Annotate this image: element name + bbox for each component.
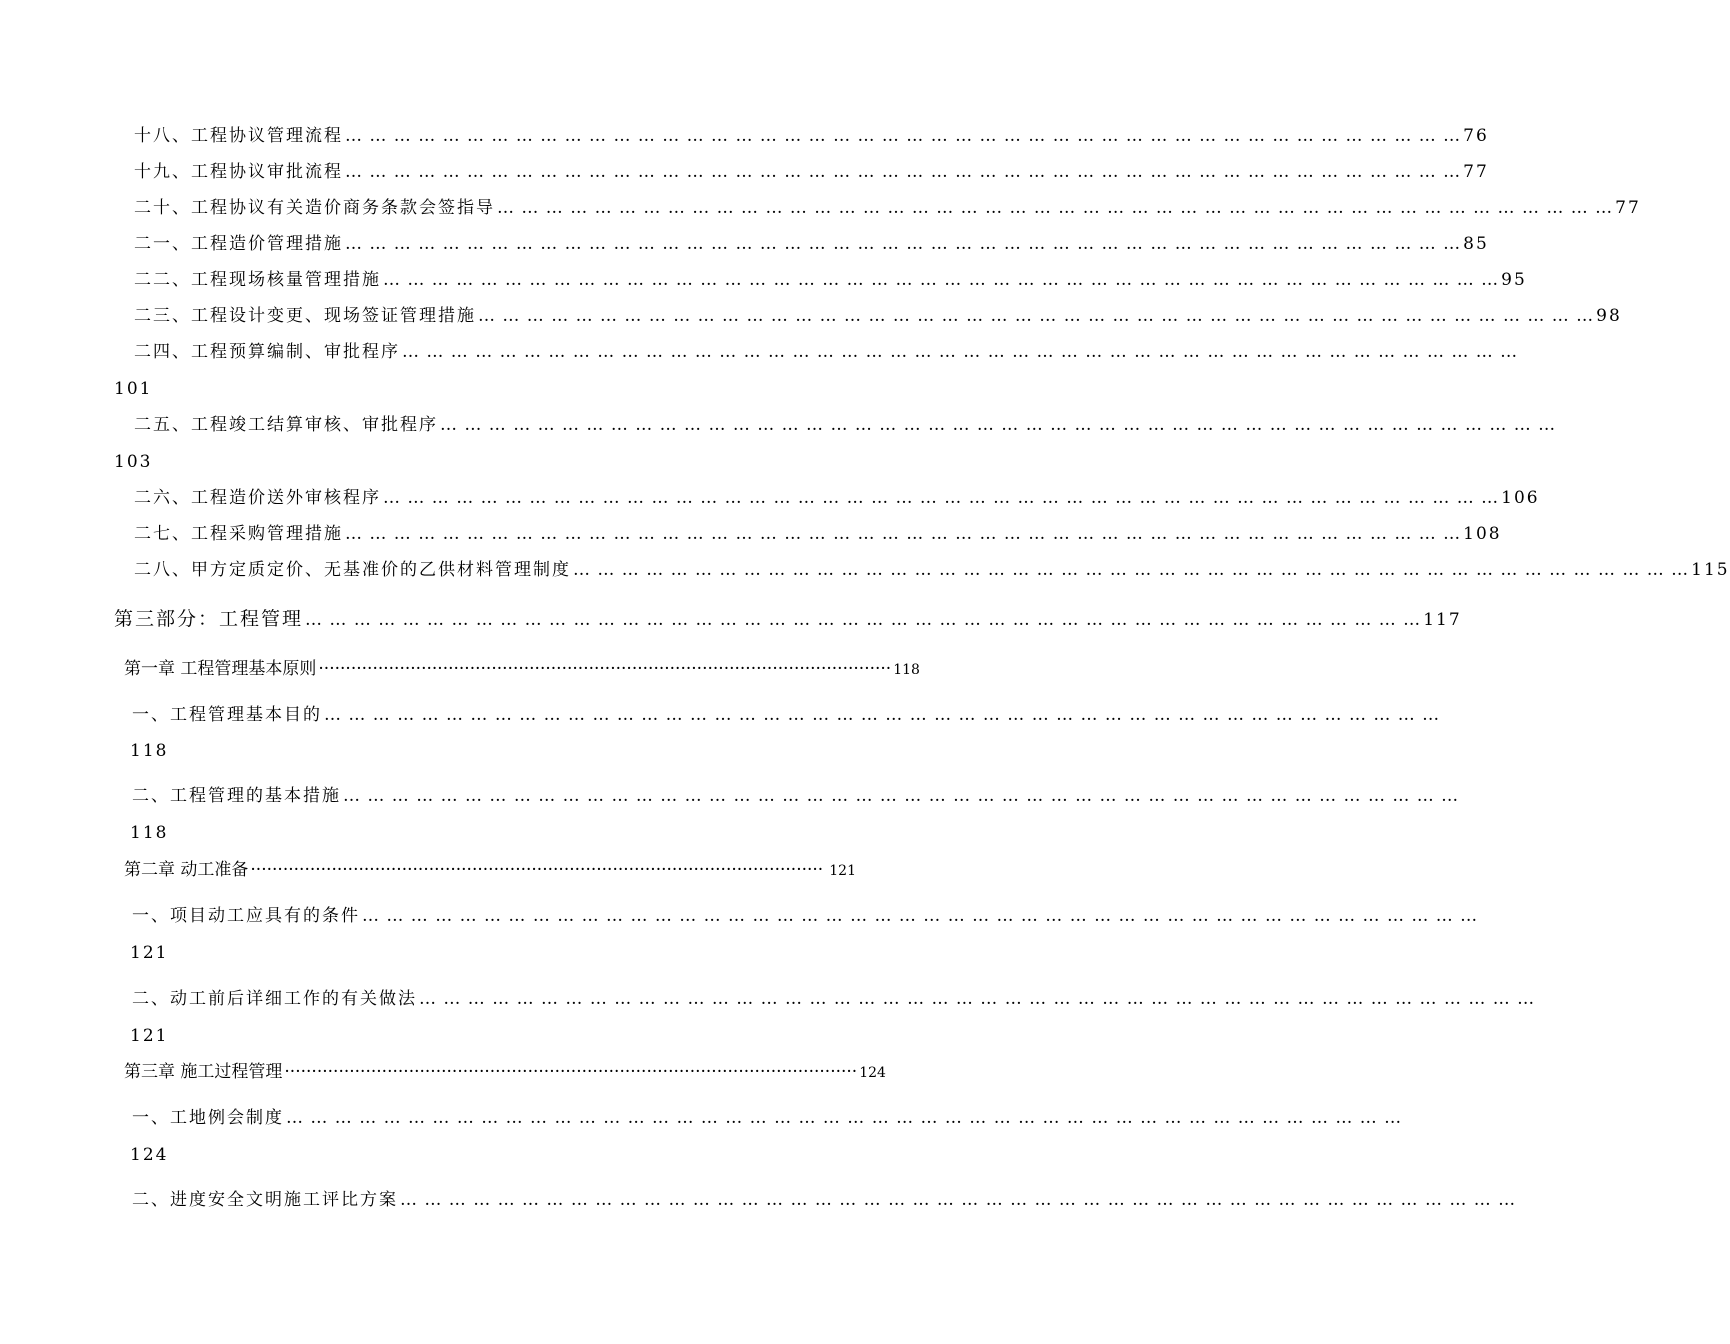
toc-leader-dots: … … … … … … … … … … … … … … … … … … … … … … … … … … … … … … … … … … … … … … … … … … … … … …	[345, 234, 1462, 254]
toc-entry[interactable]	[134, 558, 1730, 582]
toc-entry-title: 十九、工程协议审批流程	[134, 162, 343, 182]
toc-entry-title: 第三章 施工过程管理	[124, 1062, 283, 1082]
toc-entry[interactable]	[132, 987, 1536, 1011]
toc-entry-page: 76	[1463, 126, 1489, 146]
toc-entry-title: 二三、工程设计变更、现场签证管理措施	[134, 306, 476, 326]
toc-leader-dots: … … … … … … … … … … … … … … … … … … … … … … … … … … … … … … … … … … … … … … … … … … … … … …	[305, 610, 1422, 630]
toc-entry-title: 二八、甲方定质定价、无基准价的乙供材料管理制度	[134, 560, 571, 580]
toc-entry-page: 124	[859, 1065, 886, 1081]
toc-leader-dots: ··········································································································	[318, 659, 892, 679]
toc-entry[interactable]	[134, 522, 1502, 546]
toc-chapter-heading[interactable]	[124, 858, 856, 882]
toc-entry[interactable]	[134, 413, 1557, 437]
toc-entry-title: 第一章 工程管理基本原则	[124, 659, 317, 679]
toc-leader-dots: … … … … … … … … … … … … … … … … … … … … … … … … … … … … … … … … … … … … … … … … … … … … … …	[286, 1108, 1403, 1128]
toc-entry-title: 二、工程管理的基本措施	[132, 786, 341, 806]
toc-leader-dots: … … … … … … … … … … … … … … … … … … … … … … … … … … … … … … … … … … … … … … … … … … … … … …	[478, 306, 1595, 326]
toc-entry-page: 85	[1463, 234, 1489, 254]
toc-leader-dots: … … … … … … … … … … … … … … … … … … … … … … … … … … … … … … … … … … … … … … … … … … … … … …	[419, 989, 1536, 1009]
toc-entry-title: 二十、工程协议有关造价商务条款会签指导	[134, 198, 495, 218]
toc-entry-title: 二六、工程造价送外审核程序	[134, 488, 381, 508]
toc-entry-page: 103	[114, 452, 153, 472]
toc-entry-page: 118	[130, 823, 169, 843]
toc-entry-title: 二一、工程造价管理措施	[134, 234, 343, 254]
toc-entry-page: 121	[130, 1026, 169, 1046]
toc-entry-page: 121	[829, 863, 856, 879]
toc-part-heading[interactable]	[114, 606, 1462, 632]
toc-entry-page: 117	[1423, 610, 1462, 630]
toc-entry-title: 十八、工程协议管理流程	[134, 126, 343, 146]
toc-entry-page: 115	[1691, 560, 1730, 580]
toc-entry-page: 121	[130, 943, 169, 963]
toc-entry-title: 二五、工程竣工结算审核、审批程序	[134, 415, 438, 435]
toc-entry[interactable]	[132, 904, 1479, 928]
toc-chapter-heading[interactable]	[124, 1060, 886, 1084]
toc-leader-dots: … … … … … … … … … … … … … … … … … … … … … … … … … … … … … … … … … … … … … … … … … … … … … …	[497, 198, 1614, 218]
toc-leader-dots: … … … … … … … … … … … … … … … … … … … … … … … … … … … … … … … … … … … … … … … … … … … … … …	[383, 488, 1500, 508]
toc-entry-page: 77	[1463, 162, 1489, 182]
toc-entry[interactable]	[132, 784, 1460, 808]
toc-entry-title: 一、项目动工应具有的条件	[132, 906, 360, 926]
toc-leader-dots: ··········································································································	[250, 860, 824, 880]
toc-leader-dots: … … … … … … … … … … … … … … … … … … … … … … … … … … … … … … … … … … … … … … … … … … … … … …	[345, 126, 1462, 146]
toc-entry-title: 二、进度安全文明施工评比方案	[132, 1190, 398, 1210]
toc-leader-dots: … … … … … … … … … … … … … … … … … … … … … … … … … … … … … … … … … … … … … … … … … … … … … …	[383, 270, 1500, 290]
toc-entry[interactable]	[134, 340, 1519, 364]
toc-leader-dots: … … … … … … … … … … … … … … … … … … … … … … … … … … … … … … … … … … … … … … … … … … … … … …	[402, 342, 1519, 362]
toc-entry[interactable]	[134, 486, 1540, 510]
toc-leader-dots: … … … … … … … … … … … … … … … … … … … … … … … … … … … … … … … … … … … … … … … … … … … … … …	[362, 906, 1479, 926]
toc-entry-page: 77	[1615, 198, 1641, 218]
toc-entry[interactable]	[134, 304, 1622, 328]
toc-leader-dots: … … … … … … … … … … … … … … … … … … … … … … … … … … … … … … … … … … … … … … … … … … … … … …	[345, 162, 1462, 182]
toc-entry[interactable]	[132, 703, 1441, 727]
toc-entry[interactable]	[132, 1188, 1517, 1212]
toc-entry-page: 124	[130, 1145, 169, 1165]
toc-entry-page: 101	[114, 379, 153, 399]
toc-entry[interactable]	[134, 160, 1489, 184]
toc-entry[interactable]	[134, 124, 1489, 148]
toc-entry-title: 二七、工程采购管理措施	[134, 524, 343, 544]
toc-entry-title: 二、动工前后详细工作的有关做法	[132, 989, 417, 1009]
toc-entry[interactable]	[134, 232, 1489, 256]
toc-entry-title: 二二、工程现场核量管理措施	[134, 270, 381, 290]
toc-leader-dots: … … … … … … … … … … … … … … … … … … … … … … … … … … … … … … … … … … … … … … … … … … … … … …	[440, 415, 1557, 435]
toc-entry-page: 118	[893, 662, 920, 678]
toc-leader-dots: … … … … … … … … … … … … … … … … … … … … … … … … … … … … … … … … … … … … … … … … … … … … … …	[573, 560, 1690, 580]
toc-entry-page: 108	[1463, 524, 1502, 544]
toc-entry-page: 95	[1501, 270, 1527, 290]
toc-leader-dots: … … … … … … … … … … … … … … … … … … … … … … … … … … … … … … … … … … … … … … … … … … … … … …	[343, 786, 1460, 806]
toc-entry-page: 118	[130, 741, 169, 761]
toc-entry-title: 一、工程管理基本目的	[132, 705, 322, 725]
toc-entry[interactable]	[134, 196, 1641, 220]
toc-chapter-heading[interactable]	[124, 657, 920, 681]
toc-leader-dots: … … … … … … … … … … … … … … … … … … … … … … … … … … … … … … … … … … … … … … … … … … … … … …	[400, 1190, 1517, 1210]
toc-leader-dots: ··········································································································	[284, 1062, 858, 1082]
toc-entry-title: 第二章 动工准备	[124, 860, 249, 880]
toc-entry[interactable]	[134, 268, 1527, 292]
toc-entry[interactable]	[132, 1106, 1403, 1130]
toc-entry-page: 98	[1596, 306, 1622, 326]
toc-entry-title: 第三部分：工程管理	[114, 608, 304, 630]
toc-entry-page: 106	[1501, 488, 1540, 508]
toc-entry-title: 一、工地例会制度	[132, 1108, 284, 1128]
toc-entry-title: 二四、工程预算编制、审批程序	[134, 342, 400, 362]
toc-leader-dots: … … … … … … … … … … … … … … … … … … … … … … … … … … … … … … … … … … … … … … … … … … … … … …	[324, 705, 1441, 725]
toc-leader-dots: … … … … … … … … … … … … … … … … … … … … … … … … … … … … … … … … … … … … … … … … … … … … … …	[345, 524, 1462, 544]
